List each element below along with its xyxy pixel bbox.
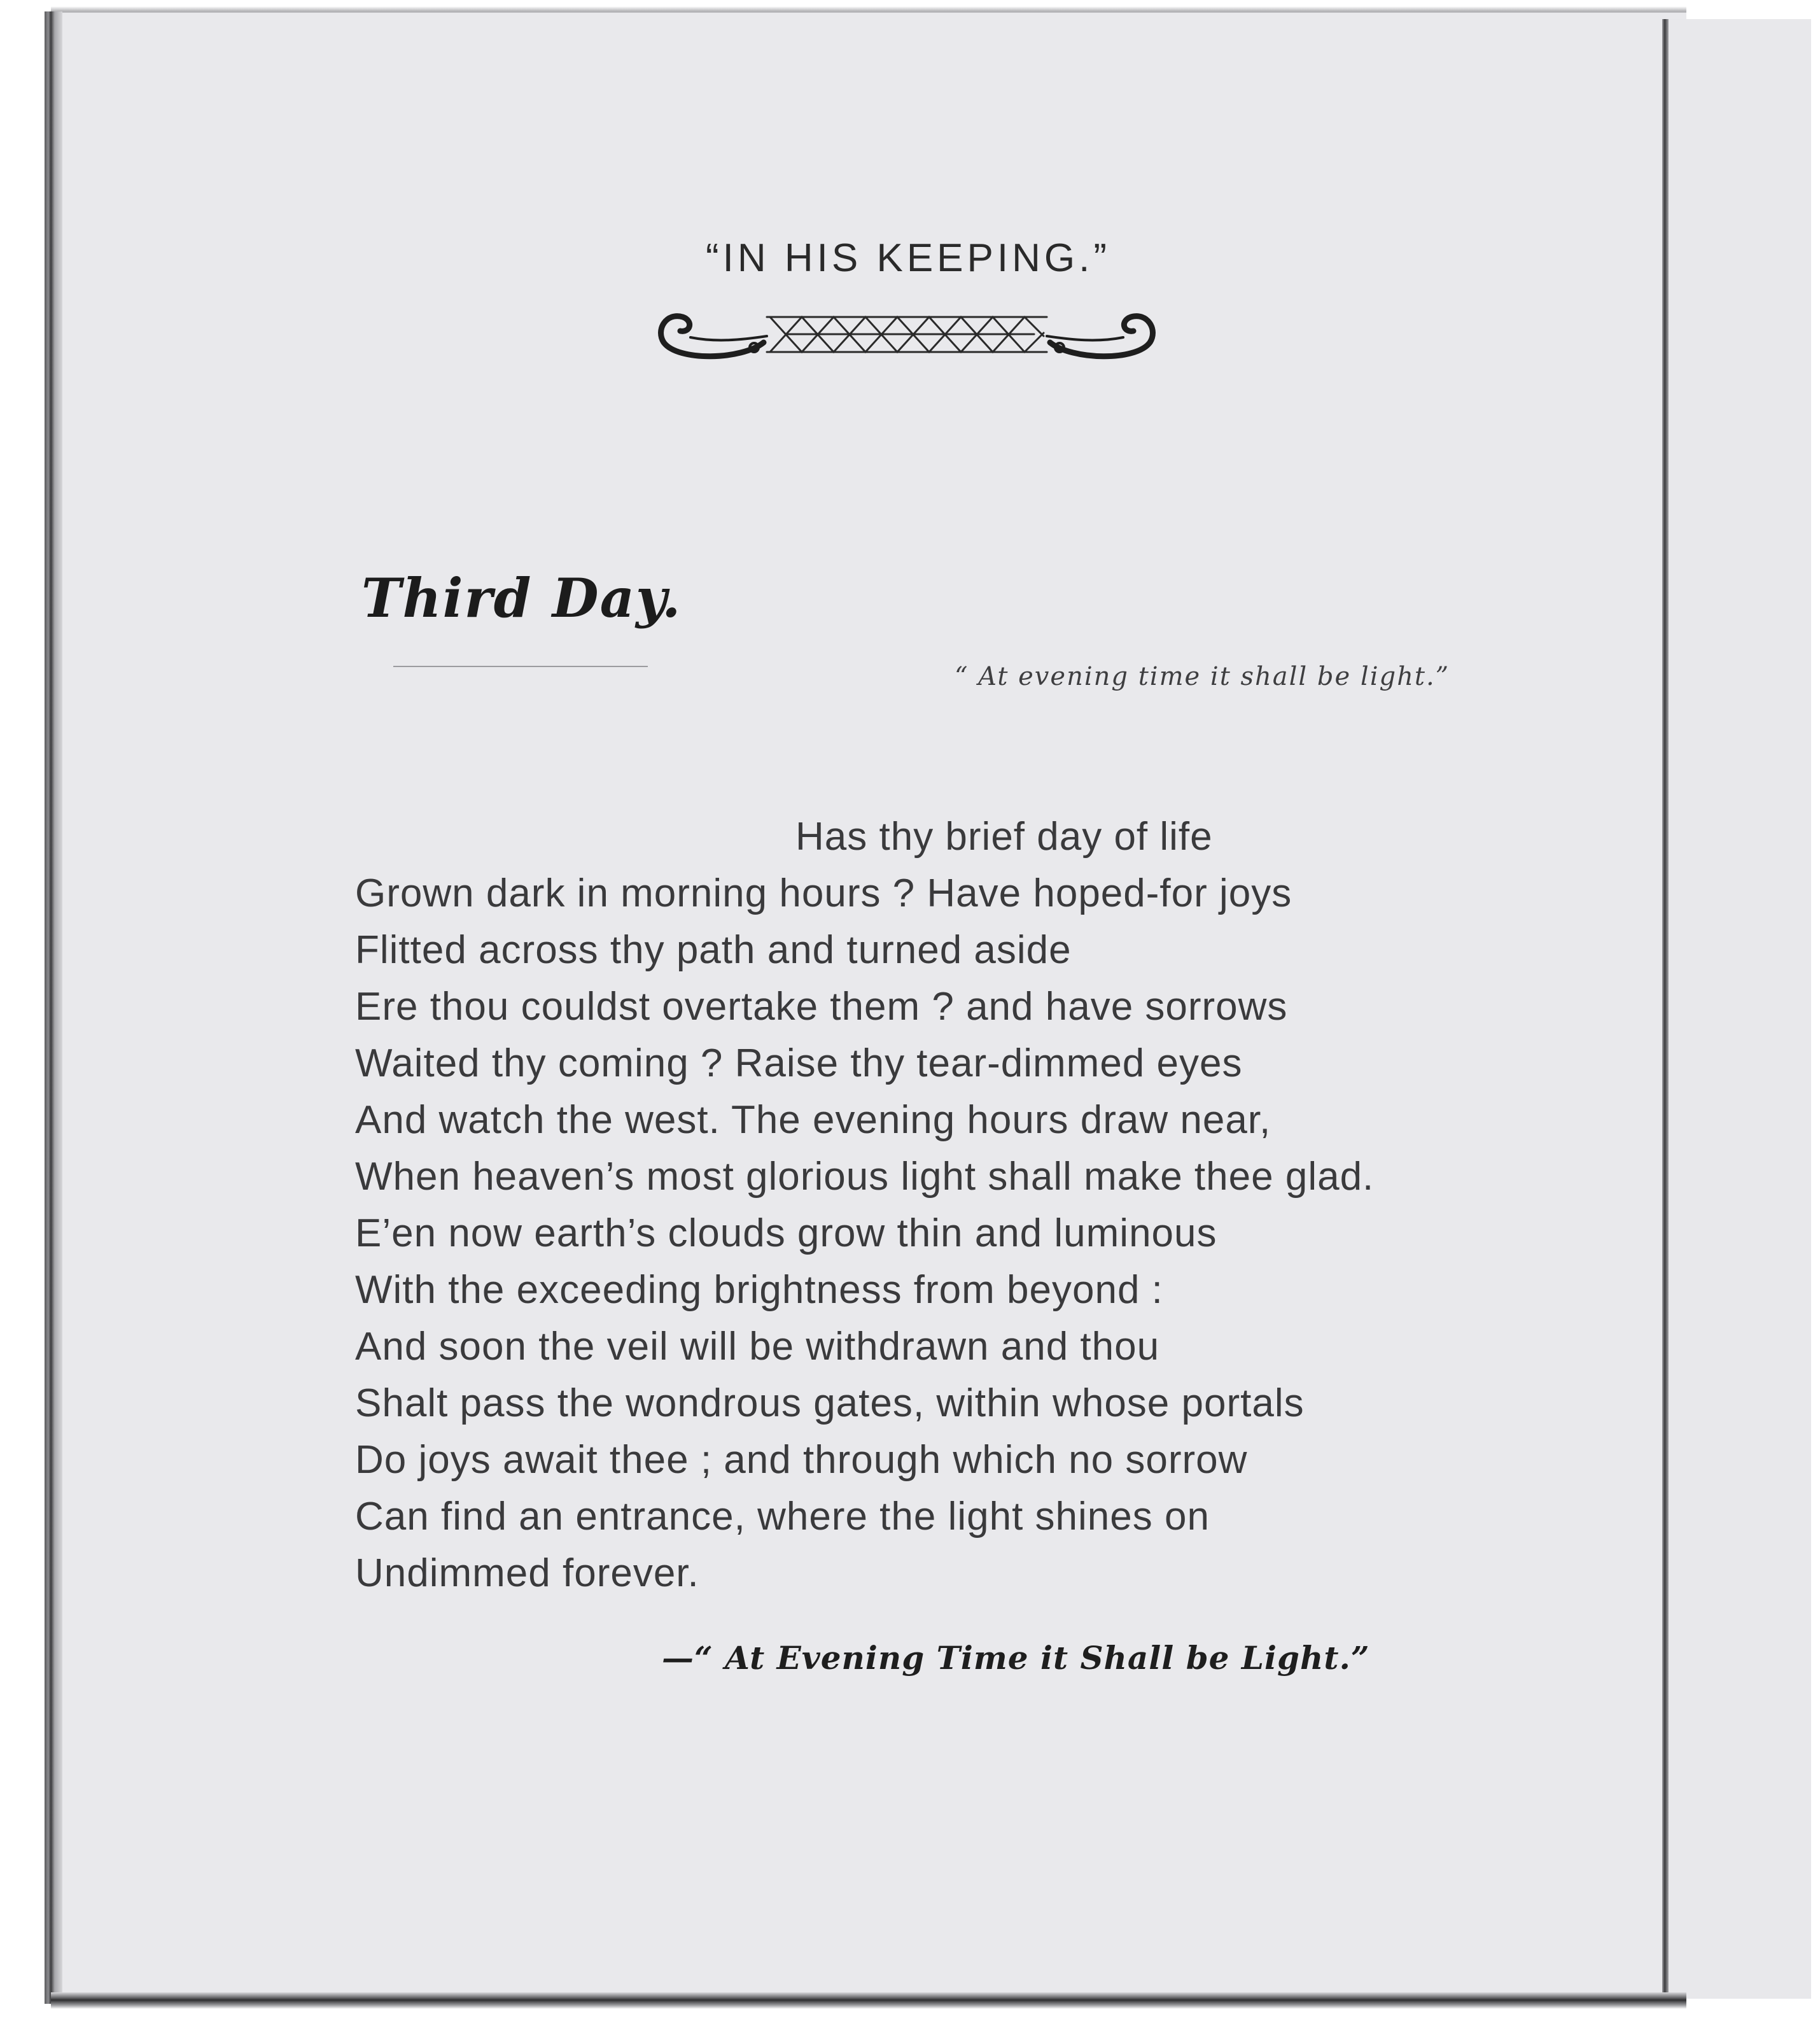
poem-line: Ere thou couldst overtake them ? and have sorrows — [355, 985, 1288, 1029]
poem-line: When heaven’s most glorious light shall make thee glad. — [355, 1155, 1375, 1199]
section-title: Third Day. — [361, 567, 682, 630]
poem-line: Do joys await thee ; and through which no sorrow — [355, 1438, 1248, 1482]
poem-line: Grown dark in morning hours ? Have hoped-for joys — [355, 871, 1292, 915]
adjacent-page — [1669, 19, 1820, 1999]
title-rule — [393, 666, 648, 667]
poem-line: With the exceeding brightness from beyond : — [355, 1268, 1163, 1312]
poem-line: E’en now earth’s clouds grow thin and luminous — [355, 1211, 1217, 1255]
poem — [355, 808, 1488, 1602]
scroll-flourish-ornament-icon — [652, 298, 1161, 368]
poem-line: Flitted across thy path and turned aside — [355, 928, 1072, 972]
epigraph: “ At evening time it shall be light.” — [955, 662, 1450, 691]
page-gutter — [1662, 19, 1669, 1999]
page-binding-edge — [45, 11, 62, 2004]
poem-line: Undimmed forever. — [355, 1551, 699, 1595]
attribution: —“ At Evening Time it Shall be Light.” — [662, 1639, 1370, 1677]
running-head: “IN HIS KEEPING.” — [706, 236, 1110, 280]
scan-margin — [1811, 0, 1820, 2042]
poem-line: Has thy brief day of life — [795, 815, 1213, 859]
poem-line: Shalt pass the wondrous gates, within whose portals — [355, 1381, 1305, 1425]
poem-line: Can find an entrance, where the light shines on — [355, 1495, 1210, 1539]
poem-line: And watch the west. The evening hours draw near, — [355, 1098, 1271, 1142]
poem-line: Waited thy coming ? Raise thy tear-dimmed eyes — [355, 1041, 1243, 1085]
page-bottom-edge — [51, 1992, 1686, 2009]
poem-line: And soon the veil will be withdrawn and thou — [355, 1325, 1160, 1369]
